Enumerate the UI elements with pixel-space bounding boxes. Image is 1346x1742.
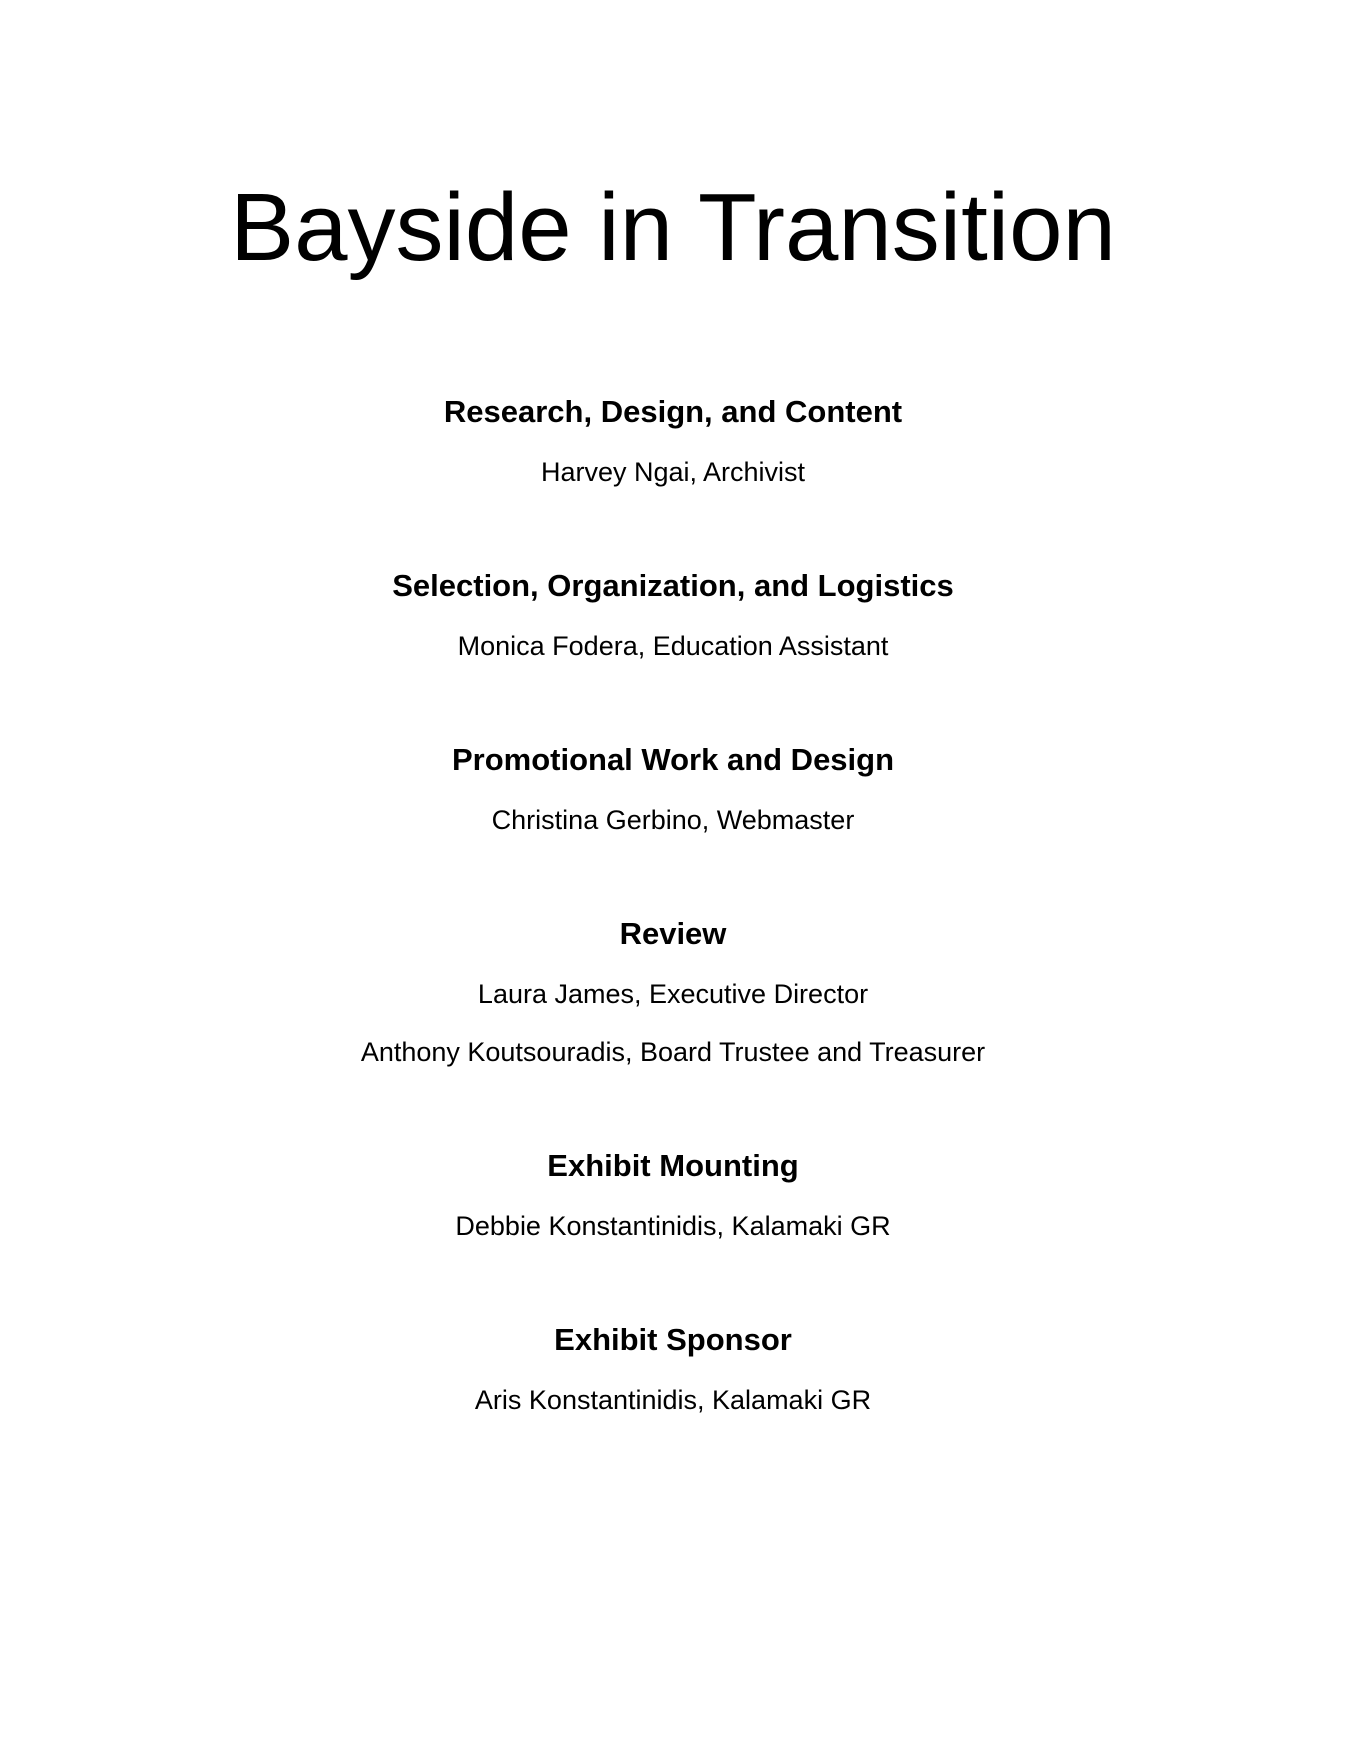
credit-line: Harvey Ngai, Archivist	[540, 457, 806, 487]
page-title: Bayside in Transition	[230, 174, 1116, 281]
section-heading: Exhibit Sponsor	[554, 1322, 792, 1357]
credit-line: Christina Gerbino, Webmaster	[491, 805, 855, 835]
credit-line: Aris Konstantinidis, Kalamaki GR	[474, 1385, 872, 1415]
section-heading: Review	[619, 916, 727, 951]
credit-line: Anthony Koutsouradis, Board Trustee and Treasurer	[360, 1037, 986, 1067]
credit-section-review	[0, 914, 1346, 1070]
credit-section-mounting	[0, 1146, 1346, 1244]
credit-section-sponsor	[0, 1320, 1346, 1418]
credit-line: Debbie Konstantinidis, Kalamaki GR	[455, 1211, 891, 1241]
credit-section-selection	[0, 566, 1346, 664]
section-heading: Research, Design, and Content	[443, 394, 903, 429]
credit-section-research	[0, 392, 1346, 490]
section-heading: Promotional Work and Design	[451, 742, 895, 777]
credit-line: Monica Fodera, Education Assistant	[457, 631, 889, 661]
section-heading: Exhibit Mounting	[547, 1148, 799, 1183]
credit-section-promotional	[0, 740, 1346, 838]
credit-line: Laura James, Executive Director	[477, 979, 869, 1009]
section-heading: Selection, Organization, and Logistics	[392, 568, 954, 603]
